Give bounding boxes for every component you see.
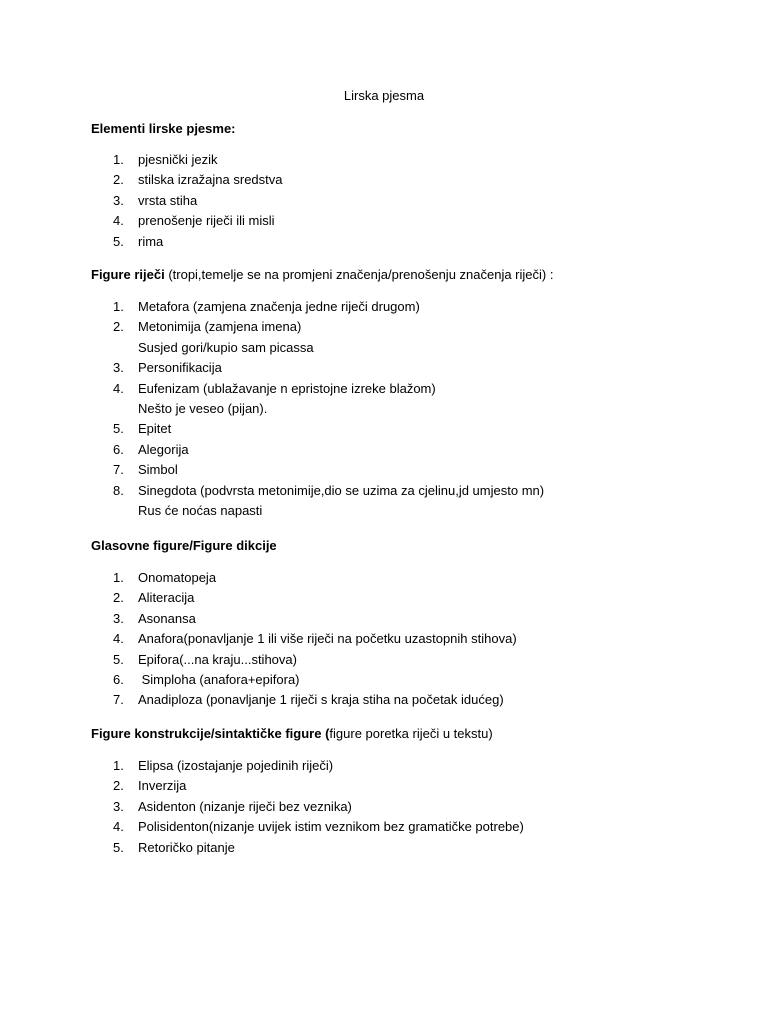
list-item	[91, 297, 544, 317]
list-number: 5.	[113, 421, 124, 437]
section-heading-glasovne-figure	[91, 538, 277, 554]
list-item	[91, 211, 283, 231]
list-text: Simbol	[138, 462, 178, 478]
list-continuation: Rus će noćas napasti	[138, 503, 263, 519]
list-item	[91, 191, 283, 211]
list-text: Anafora(ponavljanje 1 ili više riječi na početku uzastopnih stihova)	[138, 631, 517, 647]
list-number: 3.	[113, 610, 124, 626]
list-item	[91, 756, 524, 776]
list-figure-konstrukcije	[91, 756, 524, 858]
list-item	[91, 817, 524, 837]
list-number: 2.	[113, 590, 124, 606]
list-text: Eufenizam (ublažavanje n epristojne izreke blažom)	[138, 380, 436, 396]
list-text: Personifikacija	[138, 360, 222, 376]
list-text: rima	[138, 233, 164, 249]
list-number: 5.	[113, 651, 124, 667]
list-number: 3.	[113, 192, 124, 208]
list-item	[91, 650, 517, 670]
heading-rest: (tropi,temelje se na promjeni značenja/prenošenju značenja riječi) :	[164, 267, 554, 282]
list-number: 6.	[113, 672, 124, 688]
list-number: 1.	[113, 570, 124, 585]
heading-bold: Elementi lirske pjesme:	[91, 121, 236, 136]
list-item	[91, 460, 544, 480]
list-text: prenošenje riječi ili misli	[138, 213, 275, 229]
list-elements	[91, 150, 283, 252]
list-text: Retoričko pitanje	[138, 839, 235, 855]
list-number: 1.	[113, 758, 124, 773]
list-item	[91, 379, 544, 420]
list-item	[91, 629, 517, 649]
list-number: 3.	[113, 360, 124, 376]
section-heading-figure-rijeci	[91, 267, 553, 283]
list-item	[91, 440, 544, 460]
list-text: vrsta stiha	[138, 192, 198, 208]
list-text: Aliteracija	[138, 590, 195, 606]
list-item	[91, 419, 544, 439]
list-item	[91, 690, 517, 710]
list-number: 5.	[113, 839, 124, 855]
list-item	[91, 150, 283, 170]
list-text: Metonimija (zamjena imena)	[138, 319, 302, 335]
list-number: 2.	[113, 172, 124, 188]
heading-rest: figure poretka riječi u tekstu)	[329, 726, 493, 741]
list-number: 6.	[113, 441, 124, 457]
list-number: 4.	[113, 380, 124, 396]
list-item	[91, 170, 283, 190]
section-heading-figure-konstrukcije	[91, 726, 493, 742]
list-glasovne-figure	[91, 568, 517, 711]
list-text: Anadiploza (ponavljanje 1 riječi s kraja stiha na početak idućeg)	[138, 692, 504, 708]
list-number: 2.	[113, 778, 124, 794]
list-number: 4.	[113, 631, 124, 647]
list-text: Epitet	[138, 421, 172, 437]
list-text: pjesnički jezik	[138, 152, 218, 167]
list-text: Alegorija	[138, 441, 189, 457]
list-number: 5.	[113, 233, 124, 249]
list-number: 7.	[113, 462, 124, 478]
list-number: 1.	[113, 299, 124, 314]
heading-bold: Figure konstrukcije/sintaktičke figure (	[91, 726, 330, 741]
list-text: Onomatopeja	[138, 570, 217, 585]
list-text: Simploha (anafora+epifora)	[138, 672, 300, 688]
list-item	[91, 776, 524, 796]
heading-bold: Figure riječi	[91, 267, 165, 282]
list-item	[91, 670, 517, 690]
list-item	[91, 838, 524, 858]
heading-bold: Glasovne figure/Figure dikcije	[91, 538, 277, 553]
list-item	[91, 317, 544, 358]
list-number: 4.	[113, 213, 124, 229]
list-text: Metafora (zamjena značenja jedne riječi drugom)	[138, 299, 420, 314]
list-number: 4.	[113, 819, 124, 835]
list-item	[91, 609, 517, 629]
list-continuation: Susjed gori/kupio sam picassa	[138, 339, 314, 355]
list-figure-rijeci	[91, 297, 544, 521]
list-item	[91, 232, 283, 252]
list-text: Sinegdota (podvrsta metonimije,dio se uzima za cjelinu,jd umjesto mn)	[138, 482, 545, 498]
list-number: 1.	[113, 152, 124, 167]
list-text: Inverzija	[138, 778, 187, 794]
list-text: stilska izražajna sredstva	[138, 172, 283, 188]
list-text: Asonansa	[138, 610, 196, 626]
list-number: 3.	[113, 798, 124, 814]
list-item	[91, 797, 524, 817]
list-text: Elipsa (izostajanje pojedinih riječi)	[138, 758, 334, 773]
list-item	[91, 588, 517, 608]
list-number: 8.	[113, 482, 124, 498]
list-text: Polisidenton(nizanje uvijek istim veznikom bez gramatičke potrebe)	[138, 819, 524, 835]
list-continuation: Nešto je veseo (pijan).	[138, 401, 268, 417]
list-item	[91, 481, 544, 522]
list-item	[91, 358, 544, 378]
list-item	[91, 568, 517, 588]
list-number: 7.	[113, 692, 124, 708]
list-text: Asidenton (nizanje riječi bez veznika)	[138, 798, 352, 814]
list-text: Epifora(...na kraju...stihova)	[138, 651, 297, 667]
section-heading-elements	[91, 121, 236, 137]
document-title: Lirska pjesma	[343, 88, 425, 103]
list-number: 2.	[113, 319, 124, 335]
